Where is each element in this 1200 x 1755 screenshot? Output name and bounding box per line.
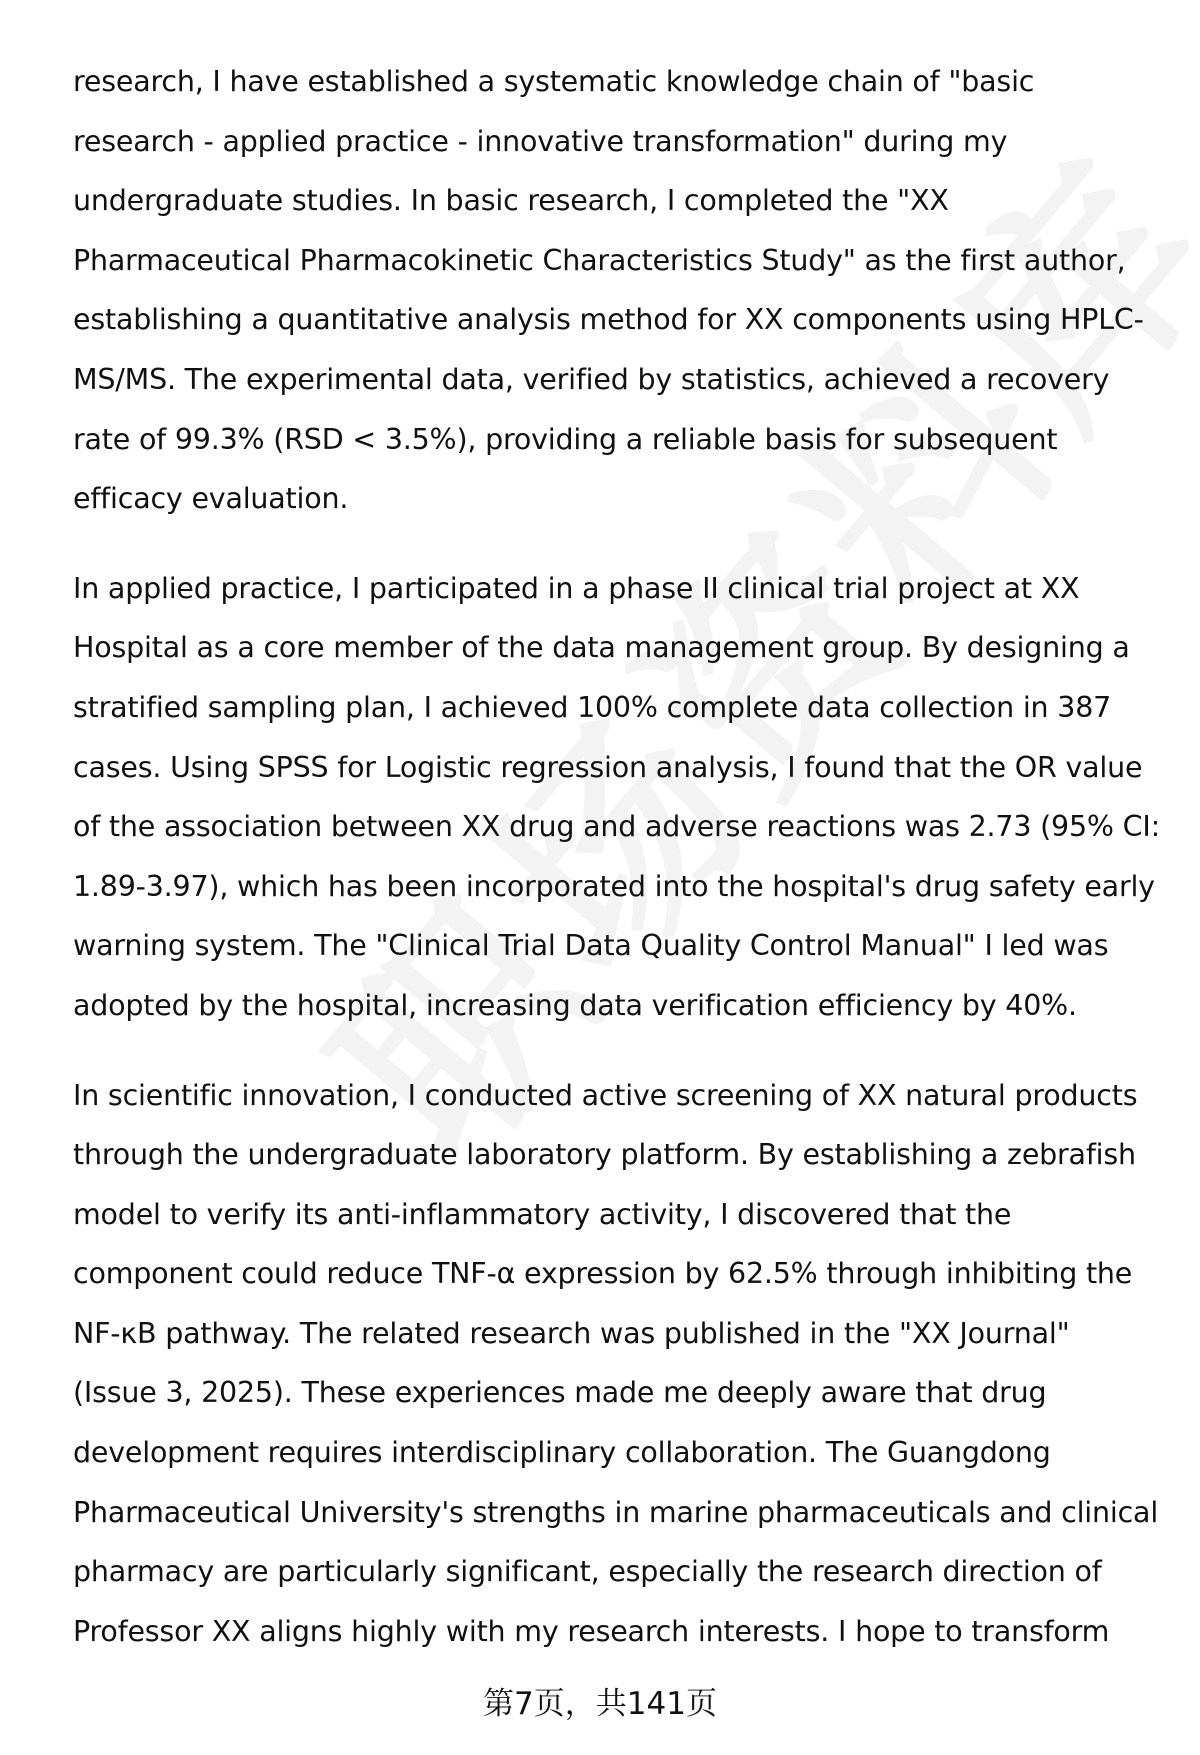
paragraph-scientific-innovation bbox=[73, 1066, 1163, 1662]
text-line: adopted by the hospital, increasing data verification efficiency by 40%. bbox=[73, 988, 1077, 1022]
text-line: 1.89-3.97), which has been incorporated into the hospital's drug safety early bbox=[73, 869, 1155, 903]
text-line: Pharmaceutical University's strengths in marine pharmaceuticals and clinical bbox=[73, 1495, 1159, 1529]
text-line: research - applied practice - innovative transformation" during my bbox=[73, 124, 1008, 158]
text-line: stratified sampling plan, I achieved 100% complete data collection in 387 bbox=[73, 690, 1112, 724]
paragraph-applied-practice bbox=[73, 559, 1163, 1036]
text-line: efficacy evaluation. bbox=[73, 482, 349, 516]
text-line: research, I have established a systematic knowledge chain of "basic bbox=[73, 65, 1035, 98]
document-body bbox=[73, 52, 1163, 1691]
text-line: undergraduate studies. In basic research, I completed the "XX bbox=[73, 184, 949, 218]
text-line: In applied practice, I participated in a phase II clinical trial project at XX bbox=[73, 571, 1080, 605]
text-line: through the undergraduate laboratory platform. By establishing a zebrafish bbox=[73, 1138, 1136, 1172]
text-line: Pharmaceutical Pharmacokinetic Characteristics Study" as the first author, bbox=[73, 243, 1126, 277]
text-line: development requires interdisciplinary collaboration. The Guangdong bbox=[73, 1436, 1051, 1470]
paragraph-basic-research bbox=[73, 52, 1163, 529]
text-line: component could reduce TNF-α expression by 62.5% through inhibiting the bbox=[73, 1257, 1133, 1291]
text-line: MS/MS. The experimental data, verified by statistics, achieved a recovery bbox=[73, 362, 1110, 396]
text-line: rate of 99.3% (RSD < 3.5%), providing a reliable basis for subsequent bbox=[73, 422, 1058, 456]
text-line: of the association between XX drug and adverse reactions was 2.73 (95% CI: bbox=[73, 810, 1160, 844]
text-line: model to verify its anti-inflammatory activity, I discovered that the bbox=[73, 1197, 1012, 1231]
page-indicator: 第7页，共141页 bbox=[483, 1686, 717, 1722]
text-line: warning system. The "Clinical Trial Data Quality Control Manual" I led was bbox=[73, 929, 1109, 963]
text-line: In scientific innovation, I conducted active screening of XX natural products bbox=[73, 1078, 1138, 1112]
text-line: NF-κB pathway. The related research was published in the "XX Journal" bbox=[73, 1316, 1070, 1350]
text-line: cases. Using SPSS for Logistic regression analysis, I found that the OR value bbox=[73, 750, 1143, 784]
text-line: establishing a quantitative analysis method for XX components using HPLC- bbox=[73, 303, 1144, 337]
text-line: Professor XX aligns highly with my research interests. I hope to transform bbox=[73, 1614, 1110, 1648]
text-line: pharmacy are particularly significant, especially the research direction of bbox=[73, 1555, 1102, 1589]
text-line: Hospital as a core member of the data management group. By designing a bbox=[73, 631, 1130, 665]
text-line: (Issue 3, 2025). These experiences made me deeply aware that drug bbox=[73, 1376, 1047, 1410]
